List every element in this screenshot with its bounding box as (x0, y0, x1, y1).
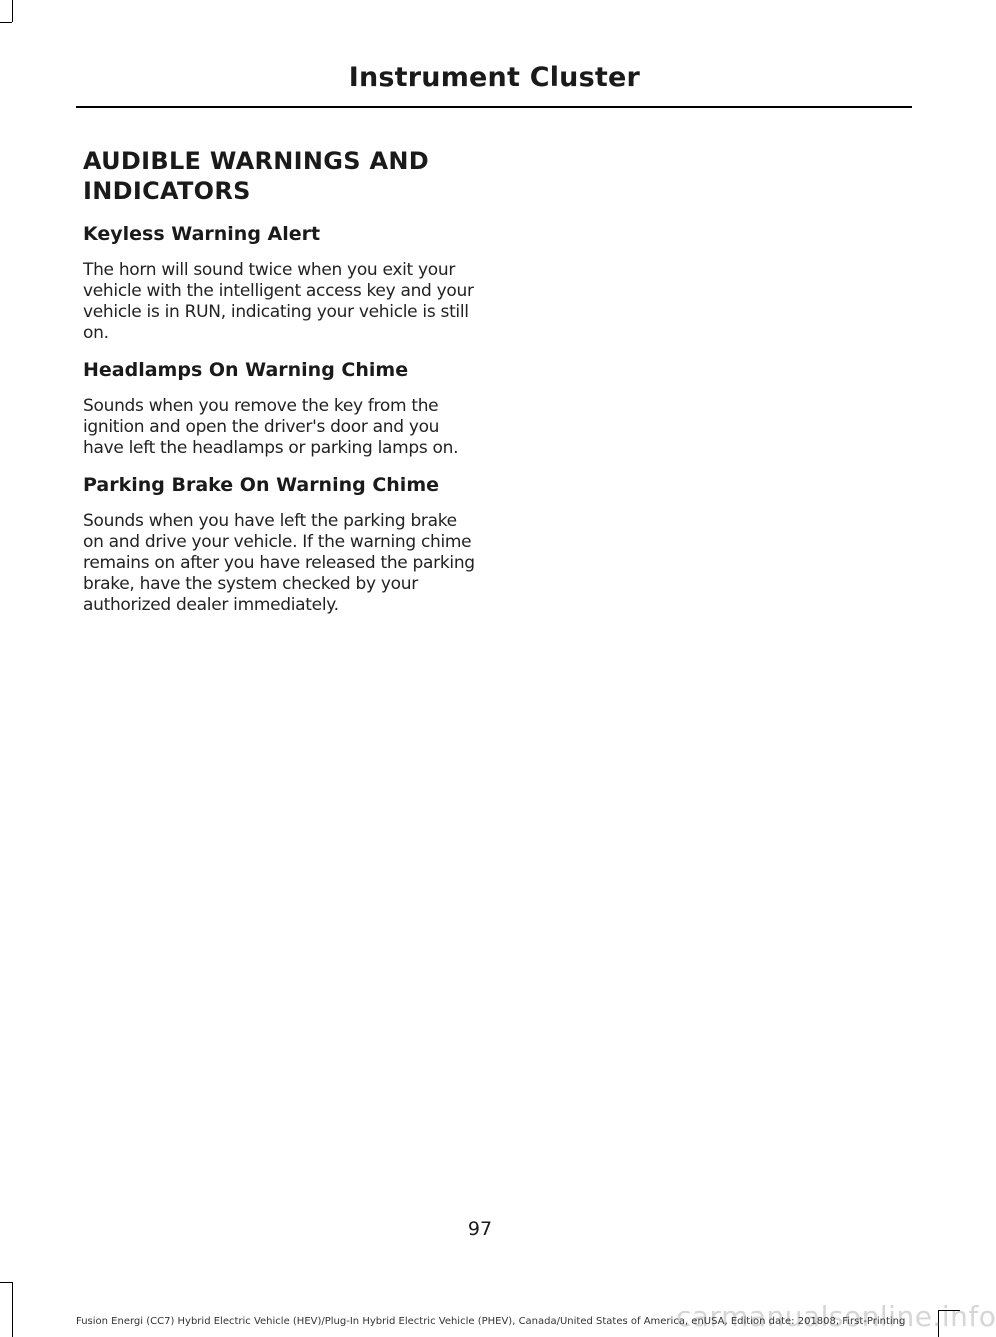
header-rule (76, 106, 912, 108)
headlamps-chime-text: Sounds when you remove the key from the ignition and open the driver's door and you have left the headlamps or parking lamps on. (83, 396, 459, 458)
footer-doc-info: Fusion Energi (CC7) Hybrid Electric Vehicle (HEV)/Plug-In Hybrid Electric Vehicle (PHEV), Canada/United States of America, enUSA, Edition date: 201808, First-Printing (76, 1316, 906, 1327)
page-number: 97 (467, 1218, 493, 1240)
parking-brake-chime-text: Sounds when you have left the parking brake on and drive your vehicle. If the warning chime remains on after you have released the parking brake, have the system checked by your authorized dealer immediately. (83, 511, 475, 615)
section-title (83, 146, 478, 206)
parking-brake-chime-heading: Parking Brake On Warning Chime (83, 474, 440, 496)
crop-mark (0, 1282, 12, 1283)
crop-mark (12, 1282, 13, 1337)
page-content (83, 146, 478, 630)
keyless-warning-text: The horn will sound twice when you exit your vehicle with the intelligent access key and your vehicle is in RUN, indicating your vehicle is still on. (83, 260, 474, 343)
headlamps-chime-heading: Headlamps On Warning Chime (83, 359, 409, 381)
crop-mark (12, 0, 13, 22)
crop-mark (0, 22, 12, 23)
running-header: Instrument Cluster (348, 62, 640, 93)
keyless-warning-heading: Keyless Warning Alert (83, 223, 321, 245)
watermark: carmanualsonline.info (676, 1300, 996, 1333)
section-title-line2: INDICATORS (83, 177, 251, 205)
section-title-line1: AUDIBLE WARNINGS AND (83, 147, 429, 175)
